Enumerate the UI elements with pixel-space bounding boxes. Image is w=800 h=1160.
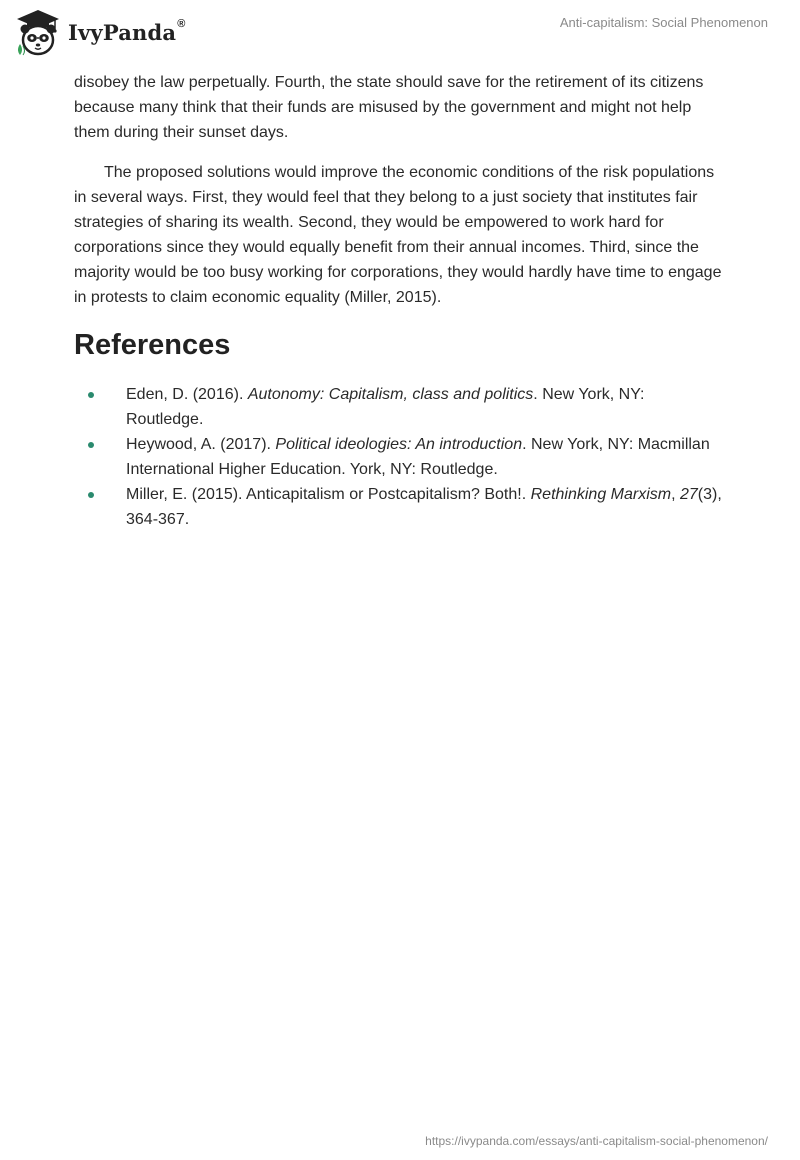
reference-journal: Rethinking Marxism xyxy=(530,486,672,503)
reference-title: Autonomy: Capitalism, class and politics xyxy=(247,386,534,403)
bullet-icon xyxy=(88,492,94,498)
references-list xyxy=(74,382,724,532)
brand-logo[interactable] xyxy=(14,8,186,56)
bullet-icon xyxy=(88,442,94,448)
document-title: Anti-capitalism: Social Phenomenon xyxy=(559,15,768,30)
reference-item-eden xyxy=(74,382,724,432)
reference-separator: , xyxy=(671,486,680,503)
body-paragraph-2: The proposed solutions would improve the economic conditions of the risk populations in several ways. First, they would feel that they belong to a just society that institutes fair strategies of sharing its wealth. Second, they would be empowered to work hard for corporations since they would equally benefit from their annual incomes. Third, since the majority would be too busy working for corporations, they would hardly have time to engage in protests to claim economic equality (Miller, 2015). xyxy=(74,164,722,306)
bullet-icon xyxy=(88,392,94,398)
brand-name: IvyPanda® xyxy=(68,17,186,45)
source-url[interactable]: https://ivypanda.com/essays/anti-capitalism-social-phenomenon/ xyxy=(425,1134,768,1148)
page-header xyxy=(0,0,800,70)
reference-author: Heywood, A. (2017). xyxy=(126,436,276,453)
reference-publisher: . New York, NY: Routledge. xyxy=(126,386,645,428)
reference-author: Miller, E. (2015). Anticapitalism or Postcapitalism? Both!. xyxy=(126,486,531,503)
references-heading: References xyxy=(74,329,231,361)
reference-pages: (3), 364-367. xyxy=(126,486,722,528)
body-paragraph-1: disobey the law perpetually. Fourth, the state should save for the retirement of its citizens because many think that their funds are misused by the government and might not help them during their sunset days. xyxy=(74,74,704,141)
reference-item-heywood xyxy=(74,432,724,482)
reference-publisher: . New York, NY: Macmillan International Higher Education. York, NY: Routledge. xyxy=(126,436,710,478)
essay-content xyxy=(74,70,724,532)
panda-graduate-icon xyxy=(14,8,62,56)
reference-author: Eden, D. (2016). xyxy=(126,386,248,403)
reference-volume: 27 xyxy=(679,486,698,503)
registered-mark: ® xyxy=(177,17,186,30)
reference-title: Political ideologies: An introduction xyxy=(275,436,523,453)
reference-item-miller xyxy=(74,482,724,532)
